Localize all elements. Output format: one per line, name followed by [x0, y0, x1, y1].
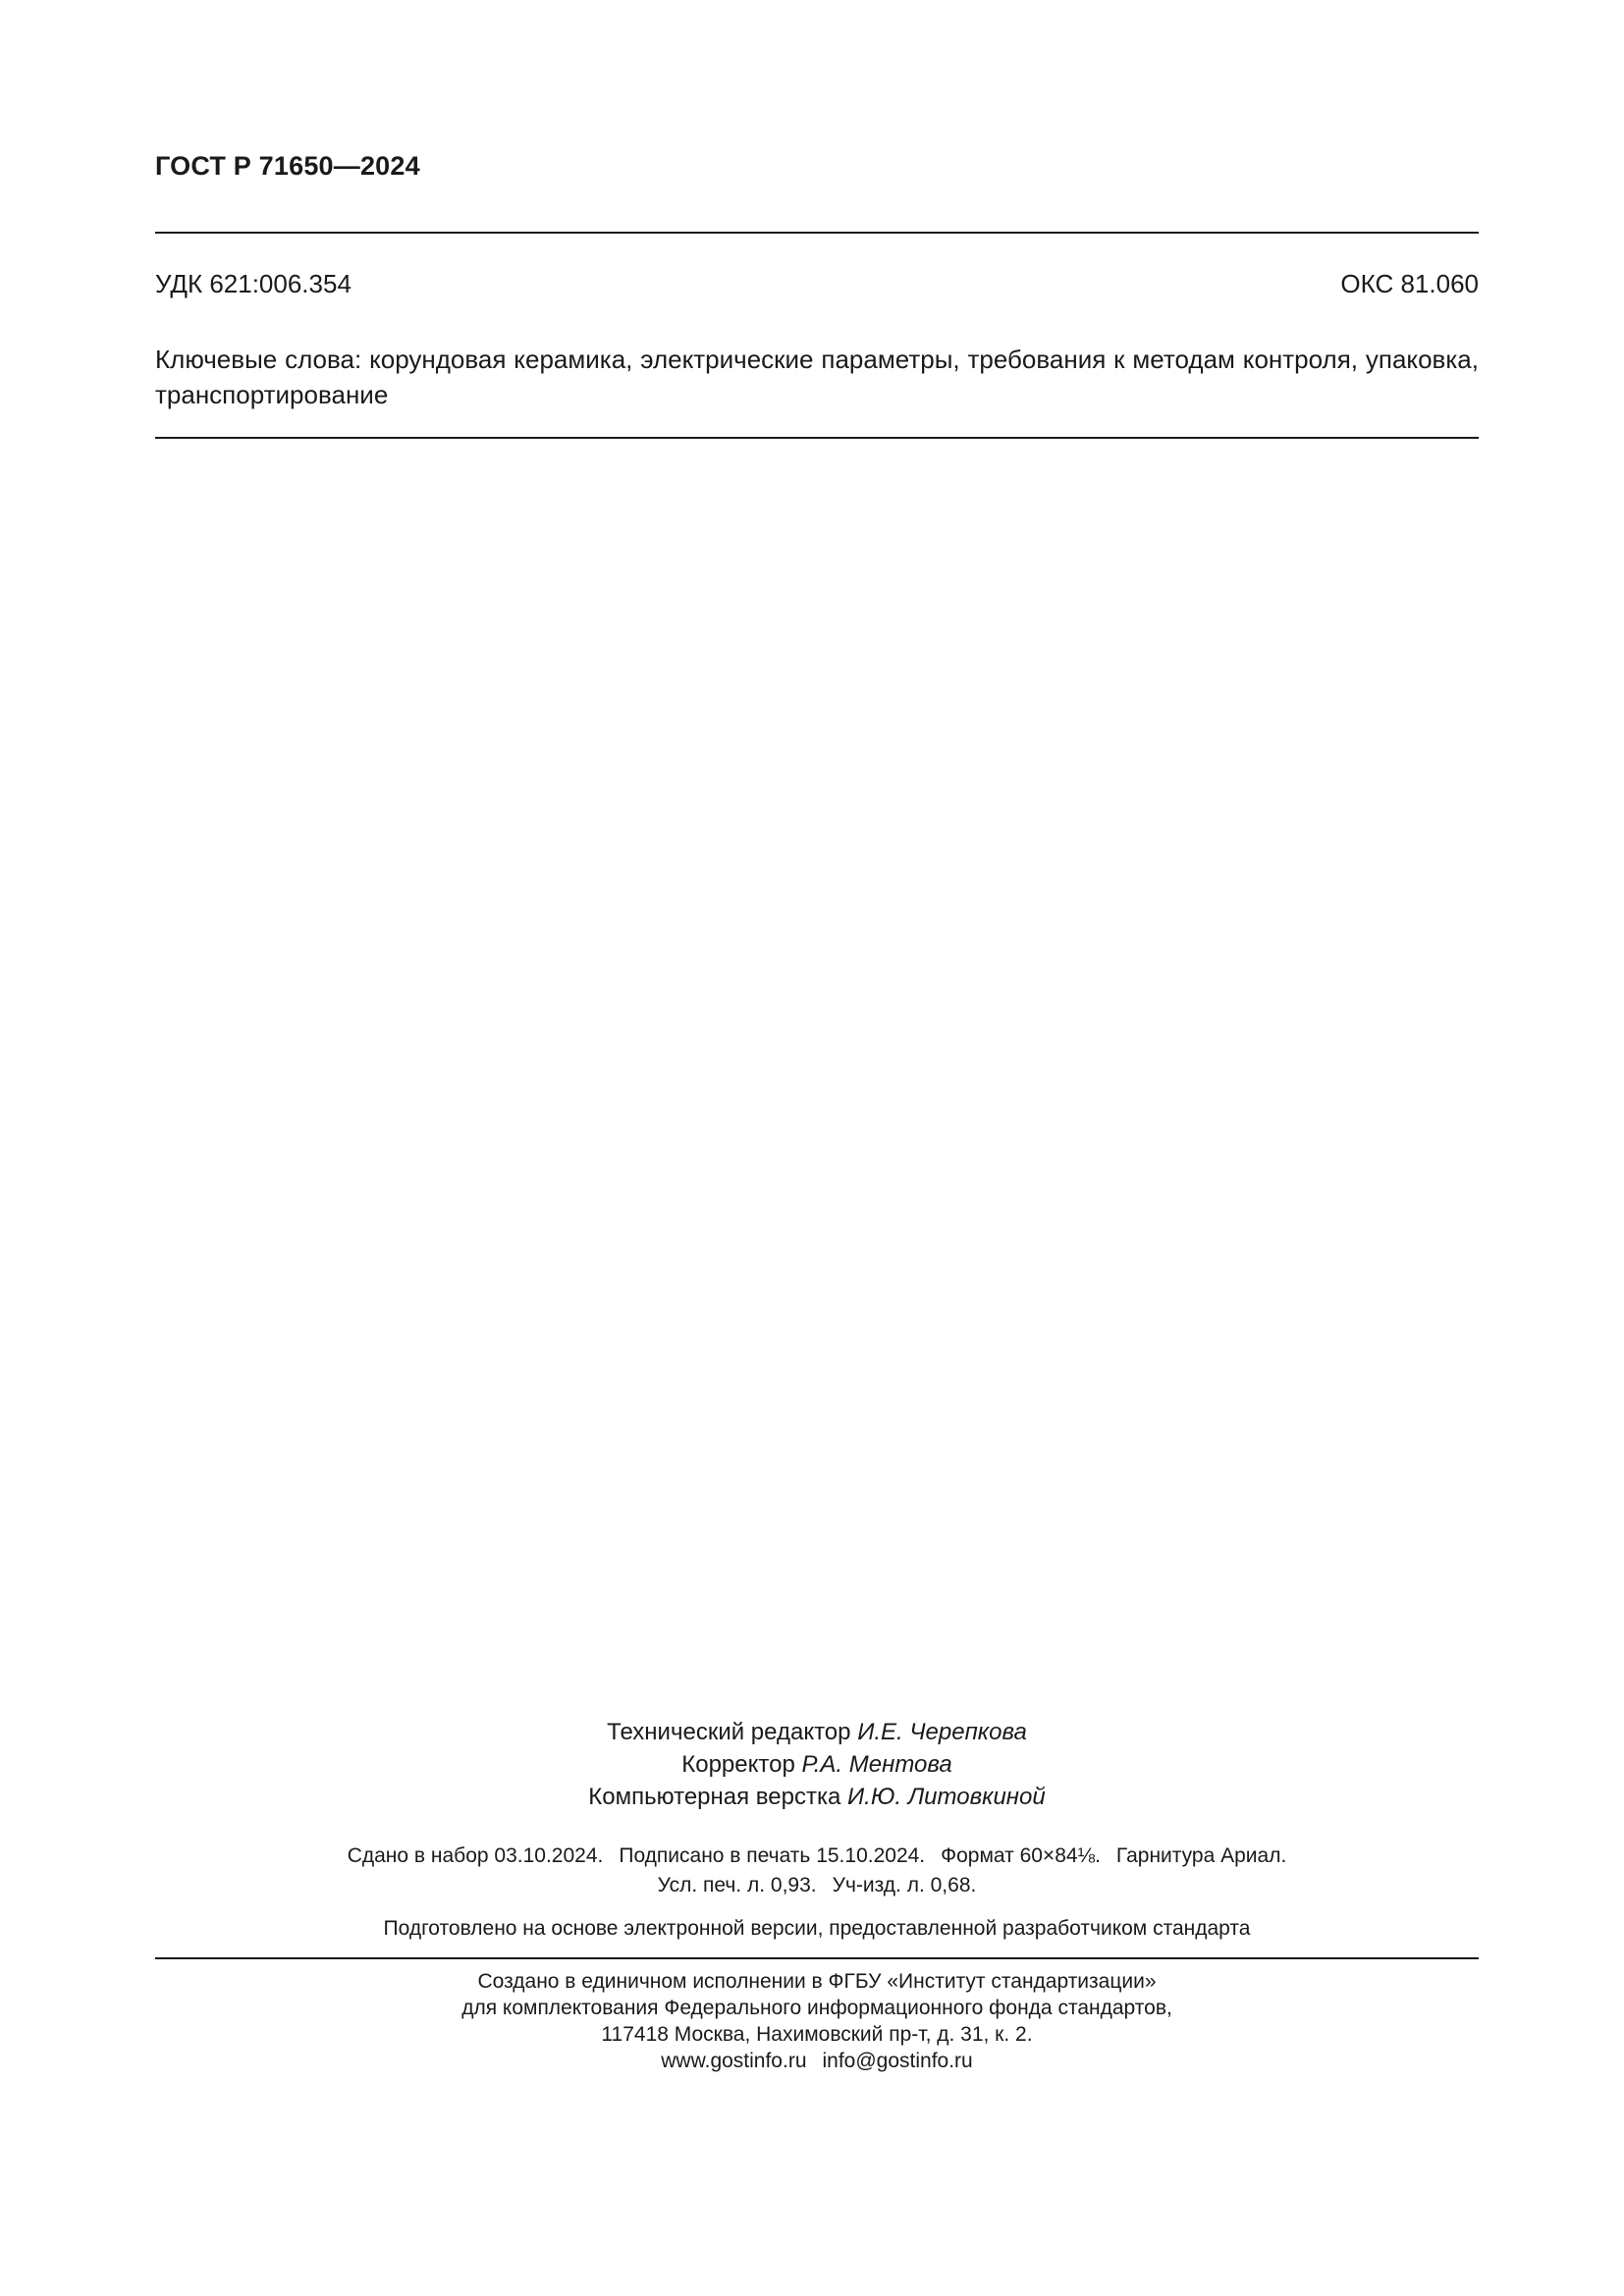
publ-sheets: Уч-изд. л. 0,68.	[832, 1874, 977, 1896]
publisher-address: 117418 Москва, Нахимовский пр-т, д. 31, к. 2.	[601, 2023, 1033, 2046]
top-divider	[155, 232, 1479, 234]
udk-code: УДК 621:006.354	[155, 269, 352, 298]
website-link[interactable]: www.gostinfo.ru	[661, 2050, 807, 2072]
print-sheets: Усл. печ. л. 0,93.	[657, 1874, 817, 1896]
print-info-block	[155, 1842, 1479, 1900]
publisher-line-1: Создано в единичном исполнении в ФГБУ «Институт стандартизации»	[477, 1970, 1157, 1993]
bottom-divider	[155, 1957, 1479, 1959]
tech-editor-line	[155, 1716, 1479, 1748]
layout-name: И.Ю. Литовкиной	[847, 1784, 1046, 1810]
print-info-line-1	[155, 1842, 1479, 1871]
layout-label: Компьютерная верстка	[588, 1784, 841, 1810]
publisher-block	[155, 1968, 1479, 2074]
print-info-line-2	[155, 1871, 1479, 1900]
publisher-line-2: для комплектования Федерального информационного фонда стандартов,	[461, 1997, 1172, 2019]
document-code: ГОСТ Р 71650—2024	[155, 151, 420, 181]
prepared-note: Подготовлено на основе электронной версии, предоставленной разработчиком стандарта	[383, 1917, 1251, 1940]
email-link[interactable]: info@gostinfo.ru	[822, 2050, 973, 2072]
typeface: Гарнитура Ариал.	[1115, 1844, 1287, 1867]
credits-block	[155, 1716, 1479, 1813]
keywords-divider	[155, 437, 1479, 439]
corrector-label: Корректор	[681, 1751, 795, 1778]
layout-line	[155, 1781, 1479, 1813]
publisher-contacts	[155, 2048, 1479, 2074]
paper-format: Формат 60×84⅛.	[941, 1844, 1101, 1867]
typeset-date: Сдано в набор 03.10.2024.	[347, 1844, 604, 1867]
tech-editor-label: Технический редактор	[607, 1719, 851, 1745]
oks-code: ОКС 81.060	[1340, 269, 1479, 298]
tech-editor-name: И.Е. Черепкова	[857, 1719, 1027, 1745]
signed-date: Подписано в печать 15.10.2024.	[619, 1844, 926, 1867]
corrector-line	[155, 1748, 1479, 1781]
corrector-name: Р.А. Ментова	[801, 1751, 952, 1778]
keywords-text: Ключевые слова: корундовая керамика, электрические параметры, требования к методам контроля, упаковка, транспортирование	[155, 345, 1479, 409]
